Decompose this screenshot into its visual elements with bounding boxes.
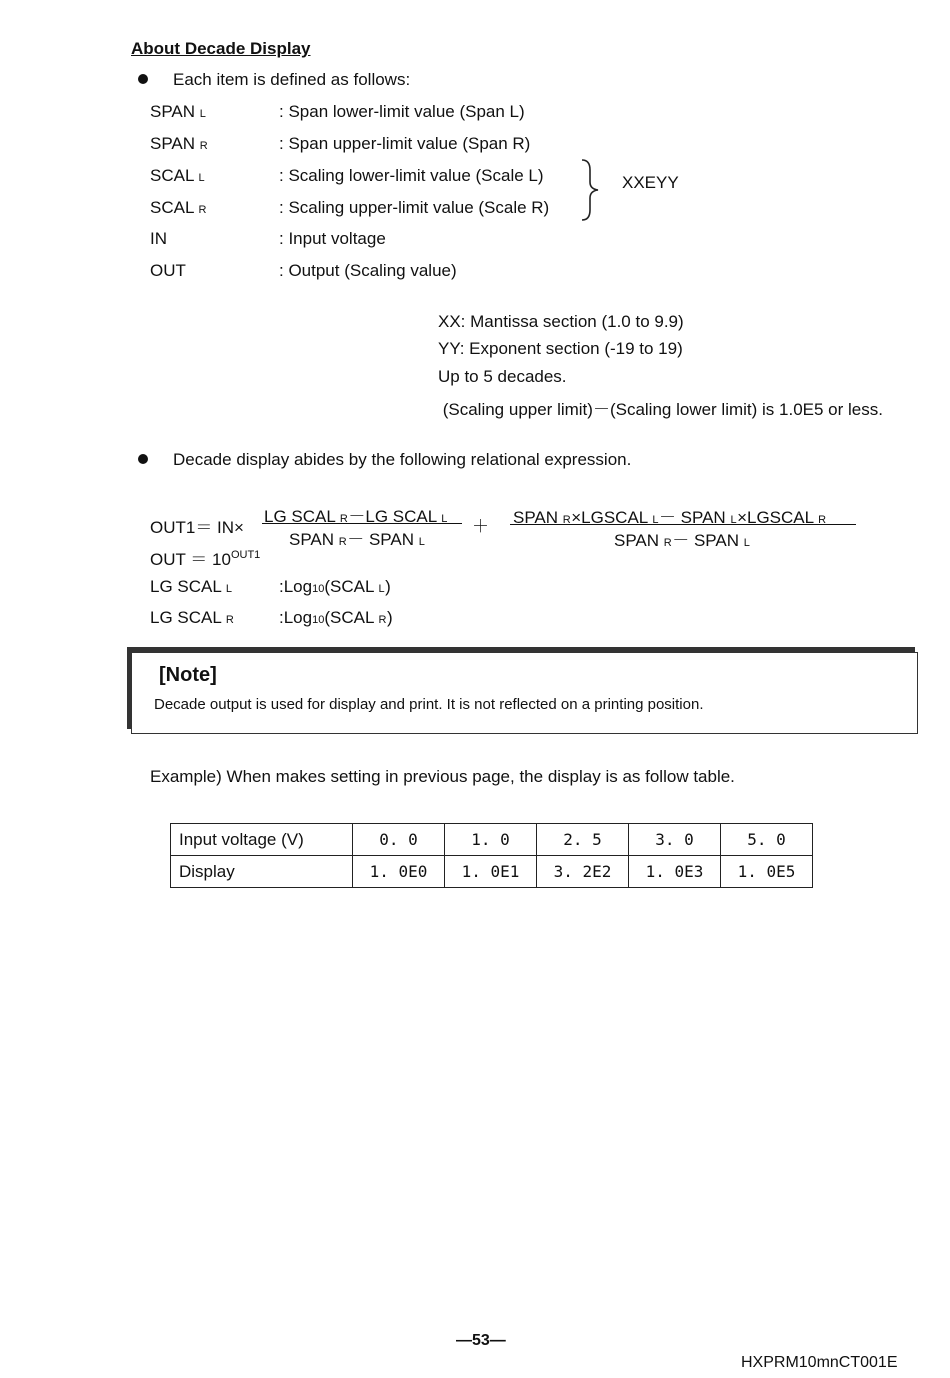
table-row: [171, 824, 813, 856]
right-brace-icon: [578, 158, 602, 222]
table-cell: 1. 0E1: [445, 856, 537, 888]
lg-scal-r-term: LG SCAL R: [150, 608, 235, 627]
table-cell: 1. 0E0: [353, 856, 445, 888]
def-term: IN: [150, 229, 167, 248]
bullet-text-1: Each item is defined as follows:: [173, 70, 411, 89]
format-note: (Scaling upper limit)－(Scaling lower limit) is 1.0E5 or less.: [438, 400, 883, 419]
def-term: SCAL L: [150, 166, 206, 185]
def-desc: : Input voltage: [279, 229, 386, 248]
def-term: OUT: [150, 261, 186, 280]
format-note: Up to 5 decades.: [438, 367, 567, 386]
section-heading: About Decade Display: [131, 39, 311, 58]
display-table: [170, 823, 813, 888]
table-cell: 1. 0: [445, 824, 537, 856]
lg-scal-r-definition: :Log10(SCAL R): [279, 608, 393, 627]
format-label: XXEYY: [622, 173, 679, 192]
def-desc: : Span upper-limit value (Span R): [279, 134, 531, 153]
table-cell: 2. 5: [537, 824, 629, 856]
def-desc: : Scaling lower-limit value (Scale L): [279, 166, 544, 185]
def-desc: : Output (Scaling value): [279, 261, 457, 280]
example-text: Example) When makes setting in previous page, the display is as follow table.: [150, 767, 735, 786]
note-text: Decade output is used for display and print. It is not reflected on a printing position.: [154, 696, 704, 713]
table-cell: 1. 0E5: [721, 856, 813, 888]
fraction-2-numerator: SPAN R×LGSCAL L－ SPAN L×LGSCAL R: [513, 508, 827, 527]
def-term: SPAN L: [150, 102, 207, 121]
lg-scal-l-definition: :Log10(SCAL L): [279, 577, 391, 596]
plus-sign: ＋: [472, 517, 489, 536]
table-cell: 3. 2E2: [537, 856, 629, 888]
table-row-header: Input voltage (V): [171, 824, 353, 856]
formula-lhs: OUT1＝ IN×: [150, 518, 244, 537]
def-term: SCAL R: [150, 198, 207, 217]
table-cell: 0. 0: [353, 824, 445, 856]
table-row-header: Display: [171, 856, 353, 888]
bullet-dot: [138, 74, 148, 84]
document-code: HXPRM10mnCT001E: [741, 1354, 898, 1371]
table-cell: 3. 0: [629, 824, 721, 856]
table-cell: 5. 0: [721, 824, 813, 856]
fraction-2-bar: [510, 524, 856, 525]
table-cell: 1. 0E3: [629, 856, 721, 888]
fraction-1-numerator: LG SCAL R－LG SCAL L: [264, 507, 448, 526]
def-desc: : Span lower-limit value (Span L): [279, 102, 525, 121]
lg-scal-l-term: LG SCAL L: [150, 577, 233, 596]
out-equation: OUT ＝ $10^{OUT1}$: [150, 549, 261, 569]
table-row: [171, 856, 813, 888]
fraction-1-denominator: SPAN R－ SPAN L: [289, 530, 426, 549]
def-term: SPAN R: [150, 134, 209, 153]
format-note: XX: Mantissa section (1.0 to 9.9): [438, 312, 684, 331]
page-number: —53—: [456, 1332, 506, 1349]
note-title: [Note]: [159, 664, 217, 686]
bullet-dot: [138, 454, 148, 464]
fraction-2-denominator: SPAN R－ SPAN L: [614, 531, 751, 550]
fraction-1-bar: [262, 523, 462, 524]
bullet-text-2: Decade display abides by the following relational expression.: [173, 450, 632, 469]
def-desc: : Scaling upper-limit value (Scale R): [279, 198, 550, 217]
format-note: YY: Exponent section (-19 to 19): [438, 339, 683, 358]
note-box: [131, 652, 918, 734]
